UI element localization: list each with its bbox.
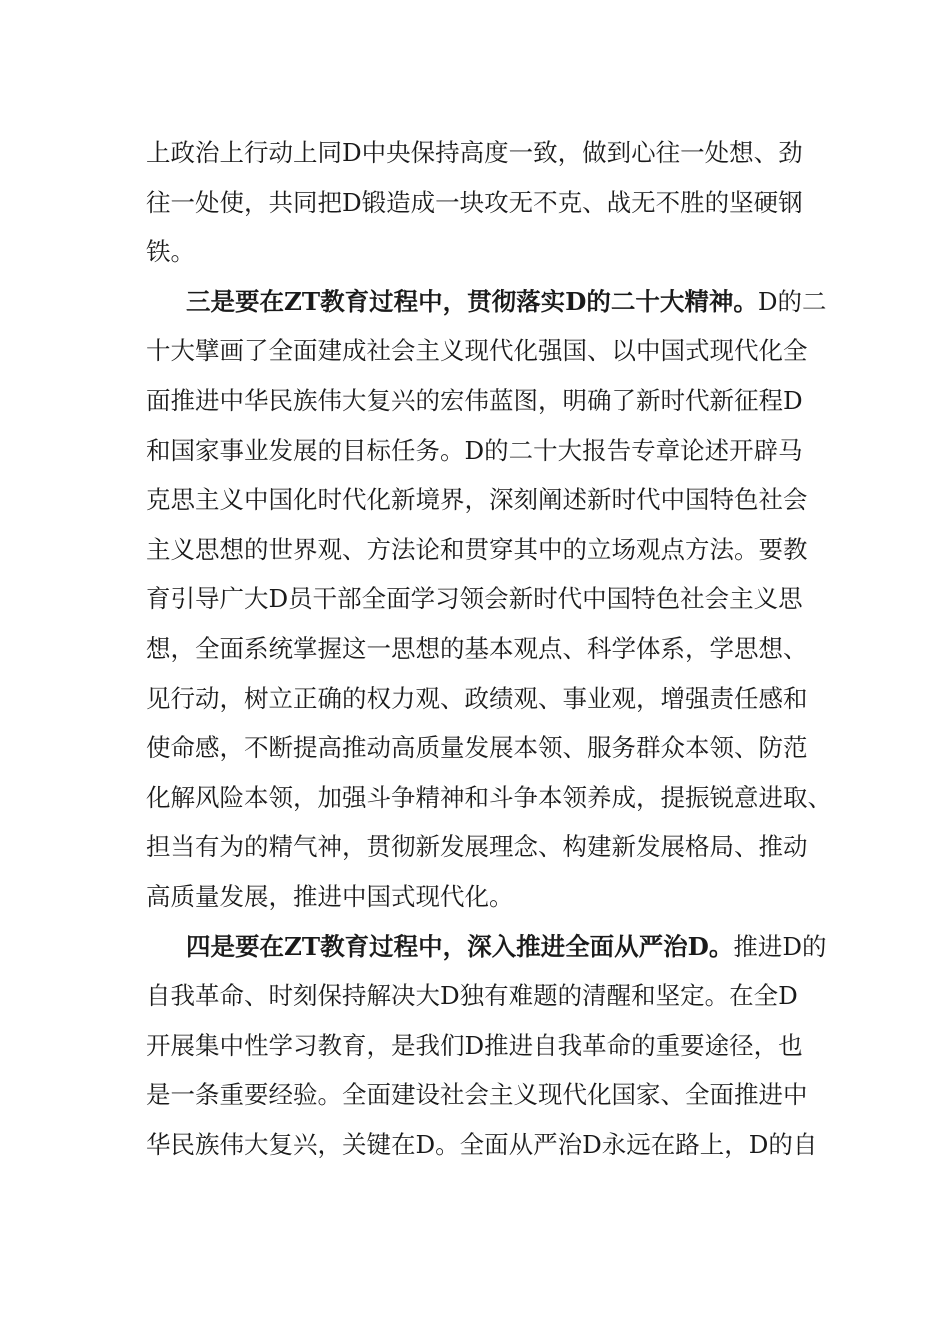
paragraph-1 [146, 128, 806, 277]
paragraph-2-heading: 三是要在ZT教育过程中，贯彻落实D的二十大精神。 [186, 286, 758, 316]
paragraph-2-line-5: 克思主义中国化时代化新境界，深刻阐述新时代中国特色社会 [146, 485, 808, 515]
paragraph-3-line-3: 开展集中性学习教育，是我们D推进自我革命的重要途径，也 [146, 1030, 803, 1060]
paragraph-3-first-line [146, 922, 827, 972]
paragraph-2-line-12: 担当有为的精气神，贯彻新发展理念、构建新发展格局、推动 [146, 832, 808, 862]
paragraph-3 [146, 922, 827, 1170]
paragraph-2-first-line [146, 277, 827, 327]
paragraph-2-line-9: 见行动，树立正确的权力观、政绩观、事业观，增强责任感和 [146, 683, 808, 713]
paragraph-2-first-line-rest: D的二 [757, 286, 827, 316]
paragraph-2-line-7: 育引导广大D员干部全面学习领会新时代中国特色社会主义思 [146, 584, 803, 614]
paragraph-1-line-2: 往一处使，共同把D锻造成一块攻无不克、战无不胜的坚硬钢 [146, 187, 803, 217]
paragraph-2-line-6: 主义思想的世界观、方法论和贯穿其中的立场观点方法。要教 [146, 534, 808, 564]
paragraph-1-line-3: 铁。 [146, 237, 195, 267]
document-body [146, 128, 832, 1169]
paragraph-2-line-2: 十大擘画了全面建成社会主义现代化强国、以中国式现代化全 [146, 336, 808, 366]
paragraph-2-line-3: 面推进中华民族伟大复兴的宏伟蓝图，明确了新时代新征程D [146, 385, 803, 415]
paragraph-3-heading: 四是要在ZT教育过程中，深入推进全面从严治D。 [186, 931, 734, 961]
paragraph-2-line-8: 想，全面系统掌握这一思想的基本观点、科学体系，学思想、 [146, 633, 808, 663]
paragraph-3-first-line-rest: 推进D的 [733, 931, 827, 961]
paragraph-2-line-11: 化解风险本领，加强斗争精神和斗争本领养成，提振锐意进取、 [146, 782, 832, 812]
paragraph-2-line-10: 使命感，不断提高推动高质量发展本领、服务群众本领、防范 [146, 733, 808, 763]
paragraph-2-line-13: 高质量发展，推进中国式现代化。 [146, 881, 514, 911]
paragraph-3-line-5: 华民族伟大复兴，关键在D。全面从严治D永远在路上，D的自 [146, 1129, 818, 1159]
paragraph-3-line-4: 是一条重要经验。全面建设社会主义现代化国家、全面推进中 [146, 1080, 808, 1110]
paragraph-1-line-1: 上政治上行动上同D中央保持高度一致，做到心往一处想、劲 [146, 138, 803, 167]
paragraph-2-line-4: 和国家事业发展的目标任务。D的二十大报告专章论述开辟马 [146, 435, 803, 465]
paragraph-2 [146, 277, 832, 922]
paragraph-3-line-2: 自我革命、时刻保持解决大D独有难题的清醒和坚定。在全D [146, 981, 798, 1011]
